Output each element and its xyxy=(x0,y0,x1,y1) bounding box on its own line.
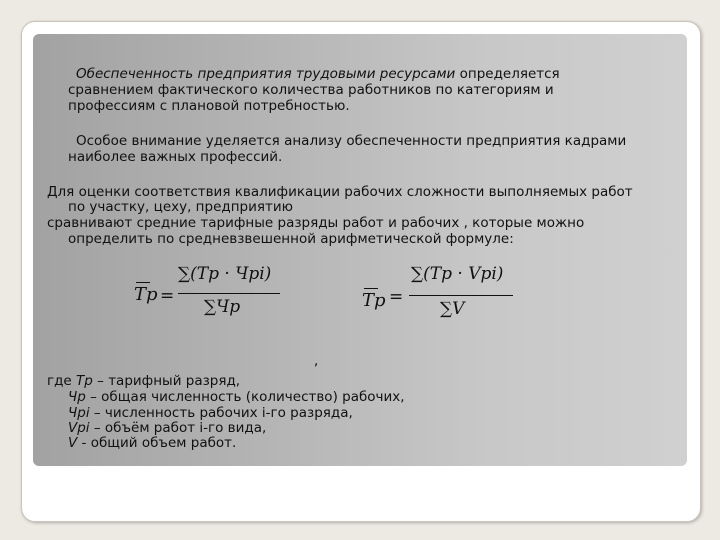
formula-1-fraction-bar xyxy=(178,293,280,294)
paragraph-3-line-2: по участку, цеху, предприятию xyxy=(68,199,294,215)
legend-text-v: - общий объем работ. xyxy=(77,435,237,451)
legend-text-chri: – численность рабочих i-го разряда, xyxy=(89,405,353,421)
legend-line-3 xyxy=(68,406,353,421)
paragraph-2-line-1: Особое внимание уделяется анализу обеспеченности предприятия кадрами xyxy=(76,133,627,149)
paragraph-3-line-1: Для оценки соответствия квалификации рабочих сложности выполняемых работ xyxy=(47,184,633,200)
legend-symbol-chr: Чр xyxy=(68,389,86,405)
formula-1-numerator: ∑(Tр · Чрi) xyxy=(178,264,272,284)
paragraph-1-line-2: сравнением фактического количества работников по категориям и xyxy=(68,82,554,98)
formula-2-denominator: ∑V xyxy=(440,299,465,319)
legend-symbol-v: V xyxy=(68,435,78,451)
legend-text-tr: – тарифный разряд, xyxy=(92,373,241,389)
stray-comma: , xyxy=(314,353,319,369)
paragraph-1-italic: Обеспеченность предприятия трудовыми ресурсами xyxy=(76,66,456,82)
legend-symbol-chri: Чрi xyxy=(68,405,90,421)
paragraph-1-line-3: профессиям с плановой потребностью. xyxy=(68,98,350,114)
formula-2-equals: = xyxy=(389,287,404,307)
legend-line-2 xyxy=(68,390,405,405)
legend-text-chr: – общая численность (количество) рабочих, xyxy=(85,389,405,405)
formula-1-equals: = xyxy=(160,286,175,306)
legend-line-5 xyxy=(68,436,236,451)
formula-2-overbar xyxy=(364,288,378,289)
paragraph-1-rest: определяется xyxy=(455,66,560,82)
formula-1-denominator: ∑Чр xyxy=(204,297,241,317)
paragraph-3-line-4: определить по средневзвешенной арифметической формуле: xyxy=(68,231,514,247)
paragraph-2-line-2: наиболее важных профессий. xyxy=(68,149,283,165)
formula-1-overbar xyxy=(136,282,150,283)
paragraph-3-line-3: сравнивают средние тарифные разряды работ и рабочих , которые можно xyxy=(47,215,585,231)
formula-1-lhs: Tр xyxy=(134,284,158,305)
formula-2-numerator: ∑(Tр · Vрi) xyxy=(411,264,504,284)
legend-line-1 xyxy=(47,374,240,389)
formula-2-fraction-bar xyxy=(409,295,513,296)
legend-prefix: где xyxy=(47,373,77,389)
legend-symbol-tr: Тр xyxy=(76,373,93,389)
formula-2-lhs: Tр xyxy=(362,290,386,311)
legend-text-vri: – объём работ i-го вида, xyxy=(89,420,267,436)
paragraph-1-line-1 xyxy=(76,67,560,82)
legend-symbol-vri: Vрi xyxy=(68,420,90,436)
legend-line-4 xyxy=(68,421,266,436)
